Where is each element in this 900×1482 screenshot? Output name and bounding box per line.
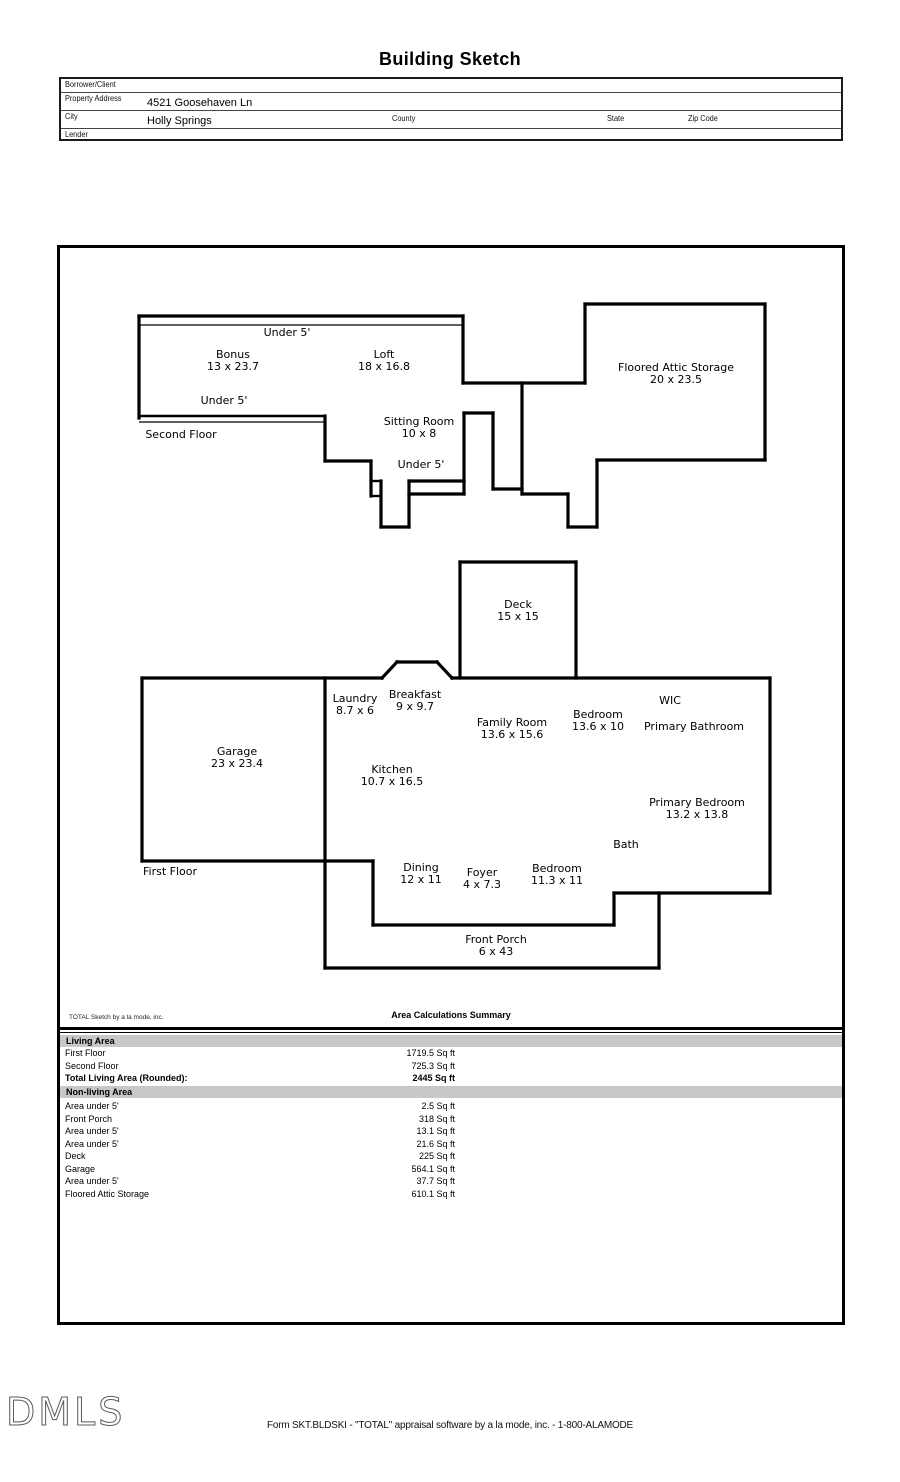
summary-row-nonliving-6	[65, 1175, 455, 1187]
room-dims: 6 x 43	[478, 945, 514, 958]
room-label-under5-mid	[398, 459, 445, 471]
floor-label-first-floor	[143, 866, 197, 878]
zip-code-label: Zip Code	[688, 114, 718, 123]
nonliving-area-header: Non-living Area	[60, 1086, 842, 1098]
summary-row-nonliving-7	[65, 1188, 455, 1200]
property-address-value: 4521 Goosehaven Ln	[147, 97, 253, 109]
city-value: Holly Springs	[147, 115, 212, 127]
room-label-laundry	[333, 693, 378, 717]
room-name: Loft	[373, 348, 395, 361]
room-name: Under 5'	[200, 394, 248, 407]
row-label: Deck	[65, 1151, 86, 1161]
summary-divider-thick	[57, 1027, 845, 1030]
row-label: Front Porch	[65, 1114, 113, 1124]
room-dims: 20 x 23.5	[650, 373, 702, 386]
row-value: 13.1 Sq ft	[416, 1126, 455, 1136]
room-name: Primary Bathroom	[643, 720, 745, 733]
room-label-kitchen	[361, 764, 424, 788]
room-dims: 23 x 23.4	[211, 757, 263, 770]
row-label: Area under 5'	[65, 1176, 119, 1186]
room-name: Bedroom	[573, 708, 623, 721]
room-dims: 13.6 x 15.6	[480, 728, 544, 741]
floor-name: First Floor	[142, 865, 198, 878]
state-label: State	[607, 114, 625, 123]
summary-row-nonliving-5	[65, 1163, 455, 1175]
row-value: 21.6 Sq ft	[416, 1139, 455, 1149]
second-floor-under5-lines	[139, 325, 463, 422]
room-label-bedroom-1	[572, 709, 624, 733]
room-dims: 10.7 x 16.5	[360, 775, 424, 788]
room-dims: 11.3 x 11	[531, 874, 583, 887]
summary-row-nonliving-3	[65, 1138, 455, 1150]
room-dims: 13.2 x 13.8	[665, 808, 729, 821]
room-dims: 9 x 9.7	[396, 700, 434, 713]
living-area-header: Living Area	[60, 1035, 842, 1047]
room-dims: 15 x 15	[497, 610, 539, 623]
row-value: 318 Sq ft	[418, 1114, 455, 1124]
row-value: 1719.5 Sq ft	[406, 1048, 455, 1058]
room-name: Floored Attic Storage	[618, 361, 734, 374]
area-calculations-heading: Area Calculations Summary	[391, 1010, 511, 1020]
row-value: 2445 Sq ft	[412, 1073, 455, 1083]
room-name: Bonus	[216, 348, 250, 361]
room-name: Under 5'	[263, 326, 311, 339]
row-label: Area under 5'	[65, 1139, 119, 1149]
summary-row-second-floor	[65, 1060, 455, 1072]
room-name: Primary Bedroom	[649, 796, 745, 809]
room-label-garage	[211, 746, 263, 770]
room-label-sitting-room	[384, 416, 455, 440]
room-name: Sitting Room	[383, 415, 455, 428]
floor-label-second-floor	[145, 429, 216, 441]
room-name: Bedroom	[532, 862, 582, 875]
room-label-family-room	[477, 717, 547, 741]
row-value: 725.3 Sq ft	[411, 1061, 455, 1071]
room-label-primary-bedroom	[649, 797, 745, 821]
summary-divider-thin	[57, 1032, 845, 1033]
row-label: Garage	[65, 1164, 96, 1174]
row-label: Second Floor	[65, 1061, 119, 1071]
property-address-label: Property Address	[65, 94, 122, 103]
dmls-watermark: DMLS	[6, 1390, 126, 1434]
room-name: Kitchen	[371, 763, 413, 776]
room-name: Family Room	[476, 716, 548, 729]
page-title: Building Sketch	[378, 49, 521, 69]
city-label: City	[65, 112, 78, 121]
floor-name: Second Floor	[145, 428, 217, 441]
summary-row-first-floor	[65, 1047, 455, 1059]
room-label-wic	[659, 695, 681, 707]
room-label-loft	[358, 349, 410, 373]
room-dims: 10 x 8	[401, 427, 437, 440]
room-name: Deck	[504, 598, 532, 611]
borrower-label: Borrower/Client	[65, 80, 116, 89]
row-value: 37.7 Sq ft	[416, 1176, 455, 1186]
room-name: Breakfast	[388, 688, 442, 701]
row-value: 225 Sq ft	[418, 1151, 455, 1161]
row-label: Total Living Area (Rounded):	[65, 1073, 188, 1083]
room-label-deck	[497, 599, 539, 623]
room-label-under5-left	[201, 395, 248, 407]
room-dims: 4 x 7.3	[463, 878, 501, 891]
room-label-under5-top	[264, 327, 311, 339]
room-dims: 12 x 11	[400, 873, 442, 886]
room-dims: 18 x 16.8	[358, 360, 410, 373]
room-name: Dining	[403, 861, 439, 874]
room-label-bedroom-2	[531, 863, 583, 887]
room-name: Front Porch	[465, 933, 527, 946]
row-label: Floored Attic Storage	[65, 1189, 150, 1199]
row-label: Area under 5'	[65, 1126, 119, 1136]
vendor-note: TOTAL Sketch by a la mode, inc.	[69, 1014, 164, 1021]
room-name: Bath	[613, 838, 639, 851]
room-label-dining	[400, 862, 442, 886]
room-name: Foyer	[466, 866, 498, 879]
room-name: Garage	[216, 745, 258, 758]
room-name: Under 5'	[397, 458, 445, 471]
row-value: 564.1 Sq ft	[411, 1164, 455, 1174]
room-name: WIC	[659, 694, 681, 707]
summary-row-nonliving-1	[65, 1113, 455, 1125]
lender-label: Lender	[65, 130, 88, 139]
room-dims: 8.7 x 6	[335, 704, 374, 717]
summary-row-nonliving-0	[65, 1100, 455, 1112]
room-label-bath	[613, 839, 639, 851]
room-label-breakfast	[389, 689, 441, 713]
form-footer-line: Form SKT.BLDSKI - "TOTAL" appraisal software by a la mode, inc. - 1-800-ALAMODE	[266, 1420, 634, 1431]
row-value: 610.1 Sq ft	[411, 1189, 455, 1199]
summary-row-total-living	[65, 1072, 455, 1084]
row-label: Area under 5'	[65, 1101, 119, 1111]
summary-row-nonliving-4	[65, 1150, 455, 1162]
summary-row-nonliving-2	[65, 1125, 455, 1137]
room-label-primary-bathroom	[644, 721, 744, 733]
row-label: First Floor	[65, 1048, 106, 1058]
county-label: County	[392, 114, 416, 123]
room-dims: 13.6 x 10	[572, 720, 624, 733]
room-label-foyer	[463, 867, 501, 891]
room-label-bonus	[207, 349, 259, 373]
room-label-front-porch	[465, 934, 527, 958]
room-dims: 13 x 23.7	[207, 360, 259, 373]
row-value: 2.5 Sq ft	[421, 1101, 455, 1111]
room-name: Laundry	[332, 692, 378, 705]
room-label-floored-attic-storage	[618, 362, 734, 386]
